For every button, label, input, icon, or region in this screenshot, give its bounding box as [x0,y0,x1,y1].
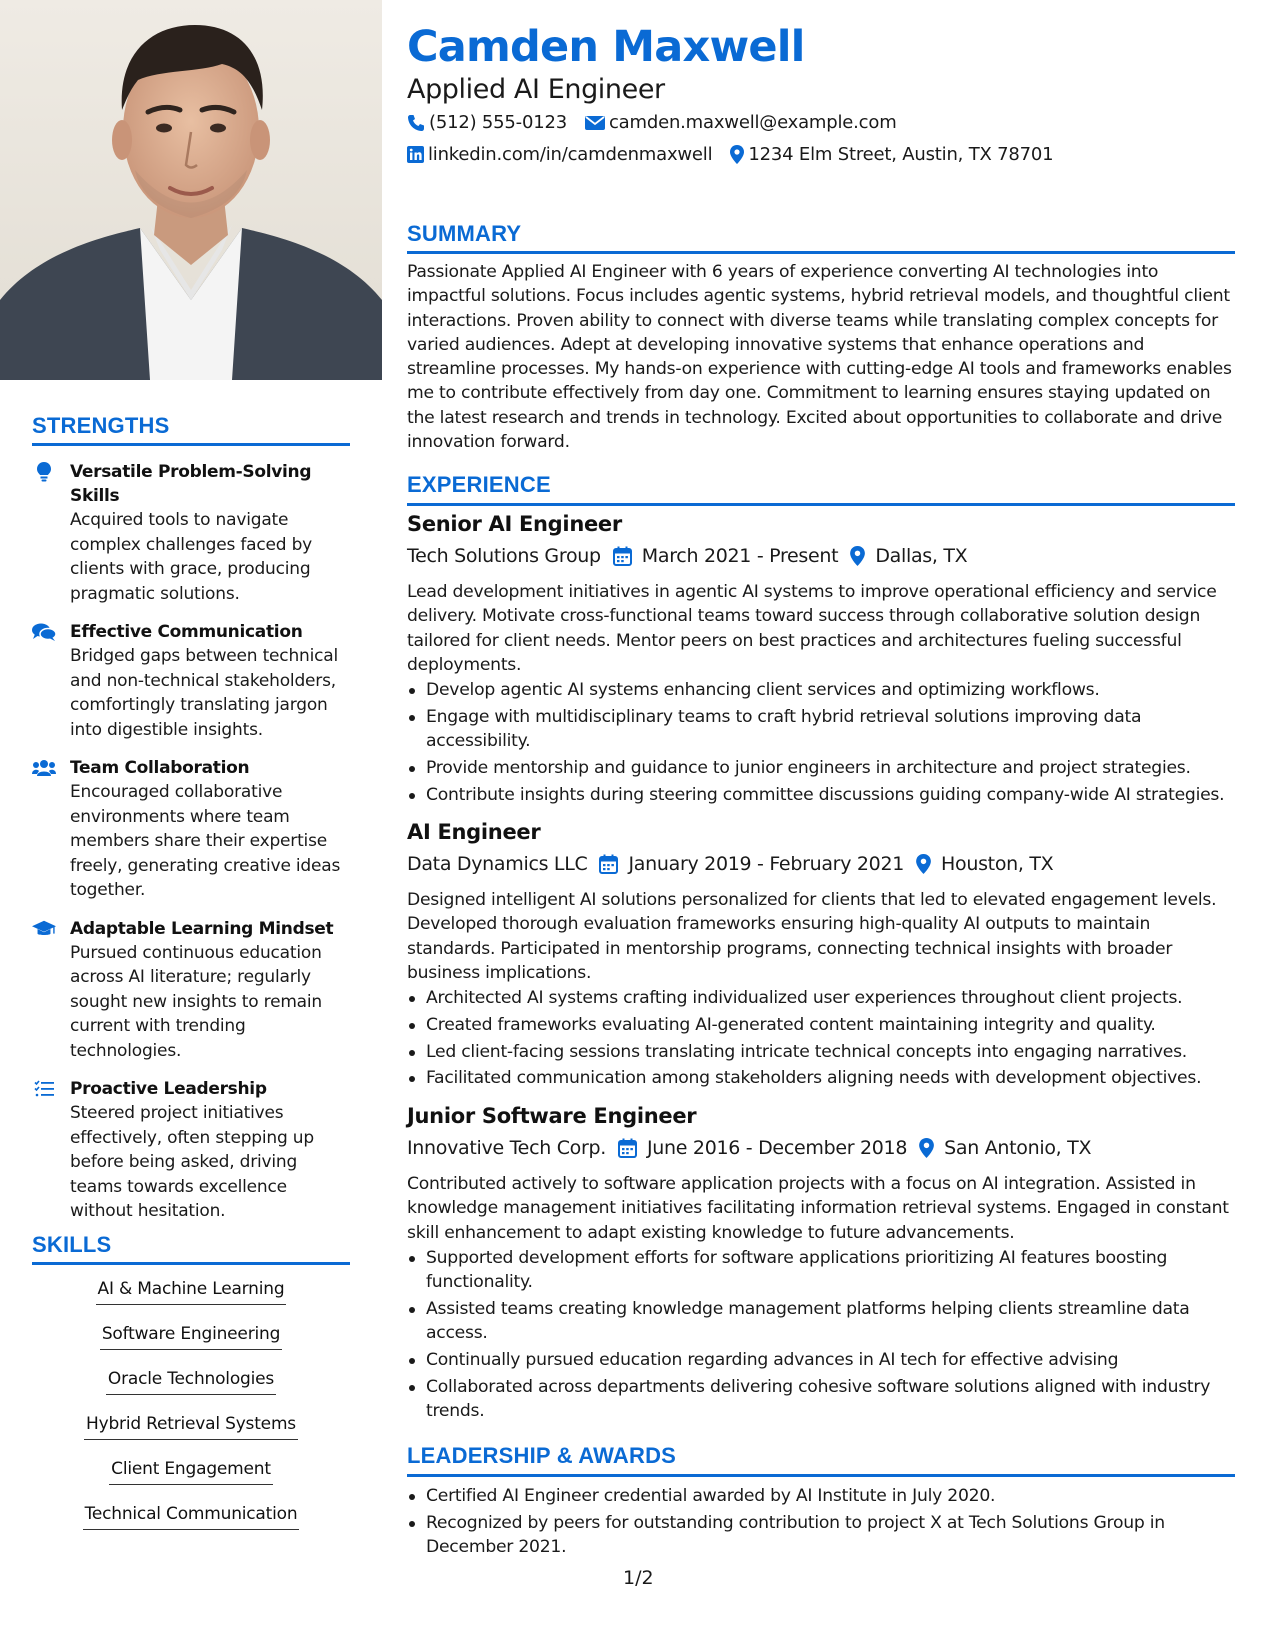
map-pin-icon [730,145,744,164]
job-dates [599,853,904,875]
strength-item [32,756,352,903]
envelope-icon [585,115,605,131]
map-pin-icon [850,546,865,566]
bullet-item: Created frameworks evaluating AI-generated content maintaining integrity and quality. [407,1013,1237,1037]
phone-icon [407,114,425,132]
dates-text: January 2019 - February 2021 [628,853,905,875]
job-location [850,545,967,567]
page-number: 1/2 [623,1567,654,1589]
phone-contact [407,112,567,133]
skills-heading: SKILLS [32,1232,112,1257]
award-item: Certified AI Engineer credential awarded by AI Institute in July 2020. [407,1484,1237,1508]
job-bullets [407,1246,1237,1426]
strength-text: Acquired tools to navigate complex challenges faced by clients with grace, producing pragmatic solutions. [70,510,313,604]
map-pin-icon [919,1138,934,1158]
company-name [407,545,601,567]
experience-divider [407,503,1235,506]
strength-item [32,917,352,1064]
dates-text: March 2021 - Present [641,545,839,567]
location-text: San Antonio, TX [944,1137,1092,1159]
company-text: Innovative Tech Corp. [407,1137,606,1159]
skills-list [32,1276,350,1546]
calendar-icon [618,1138,637,1158]
awards-divider [407,1474,1235,1477]
summary-divider [407,251,1235,254]
skill-tag: Software Engineering [100,1321,282,1350]
job-title: Senior AI Engineer [407,512,622,536]
email-link[interactable]: camden.maxwell@example.com [608,112,897,133]
bullet-item: Collaborated across departments delivering cohesive software solutions aligned with industry trends. [407,1375,1237,1424]
job-location [916,853,1053,875]
job-bullets [407,678,1237,809]
location-text: Houston, TX [941,853,1054,875]
job-meta [407,853,1065,875]
lightbulb-icon [32,462,56,482]
strength-text: Encouraged collaborative environments where team members share their expertise freely, generating creative ideas together. [70,782,341,900]
users-icon [32,758,56,778]
strength-title: Proactive Leadership [70,1079,267,1099]
experience-heading: EXPERIENCE [407,472,551,497]
skill-tag: Hybrid Retrieval Systems [84,1411,298,1440]
email-contact[interactable] [585,112,897,133]
strength-title: Team Collaboration [70,758,250,778]
job-meta [407,545,979,567]
linkedin-icon [407,146,424,163]
bullet-item: Develop agentic AI systems enhancing client services and optimizing workflows. [407,678,1237,702]
address-text: 1234 Elm Street, Austin, TX 78701 [748,144,1054,165]
address-contact [730,144,1053,165]
phone-text: (512) 555-0123 [429,112,567,133]
list-check-icon [32,1079,56,1099]
bullet-item: Architected AI systems crafting individualized user experiences throughout client projects. [407,986,1237,1010]
strength-text: Steered project initiatives effectively, often stepping up before being asked, driving teams towards excellence without hesitation. [70,1103,314,1221]
strengths-list [32,460,352,1238]
job-dates [613,545,839,567]
skill-tag: Technical Communication [83,1501,300,1530]
strength-item [32,460,352,606]
bullet-item: Contribute insights during steering committee discussions guiding company-wide AI strategies. [407,783,1237,807]
calendar-icon [613,546,632,566]
job-dates [618,1137,907,1159]
awards-heading: LEADERSHIP & AWARDS [407,1443,677,1468]
bullet-item: Engage with multidisciplinary teams to craft hybrid retrieval solutions improving data accessibility. [407,705,1237,754]
calendar-icon [599,854,618,874]
left-column [0,0,382,1650]
strength-title: Effective Communication [70,622,303,642]
company-text: Data Dynamics LLC [407,853,588,875]
dates-text: June 2016 - December 2018 [647,1137,908,1159]
bullet-item: Assisted teams creating knowledge management platforms helping clients streamline data access. [407,1297,1237,1346]
skill-tag: Oracle Technologies [106,1366,276,1395]
comments-icon [32,622,56,642]
location-text: Dallas, TX [875,545,968,567]
strength-item [32,1077,352,1224]
linkedin-contact[interactable] [407,144,712,165]
job-description: Contributed actively to software application projects with a focus on AI integration. Assisted in knowledge management initiatives facilitating information retrieval systems. Engaged in constant skill enhancement to adapt existing knowledge to future advancements. [407,1174,1229,1243]
skill-tag: AI & Machine Learning [96,1276,287,1305]
bullet-item: Continually pursued education regarding advances in AI tech for effective advising [407,1348,1237,1372]
strength-text: Bridged gaps between technical and non-technical stakeholders, comfortingly translating jargon into digestible insights. [70,646,339,740]
job-title: AI Engineer [407,820,541,844]
contact-row-2 [407,144,1071,165]
map-pin-icon [916,854,931,874]
strength-title: Adaptable Learning Mindset [70,918,334,939]
strengths-divider [32,443,350,446]
awards-list [407,1484,1237,1562]
company-text: Tech Solutions Group [407,545,601,567]
bullet-item: Provide mentorship and guidance to junior engineers in architecture and project strategies. [407,756,1237,780]
bullet-item: Supported development efforts for software applications prioritizing AI features boosting functionality. [407,1246,1237,1295]
bullet-item: Led client-facing sessions translating intricate technical concepts into engaging narratives. [407,1040,1237,1064]
job-location [919,1137,1091,1159]
job-description: Lead development initiatives in agentic AI systems to improve operational efficiency and service delivery. Motivate cross-functional teams toward success through collaborative solution design tailored for client needs. Mentor peers on best practices and architectures fueling successful deployments. [407,582,1217,675]
company-name [407,853,587,875]
linkedin-link[interactable]: linkedin.com/in/camdenmaxwell [428,144,713,165]
graduation-cap-icon [32,919,56,939]
skill-tag: Client Engagement [109,1456,273,1485]
company-name [407,1137,606,1159]
strength-title: Versatile Problem-Solving Skills [70,462,312,506]
skills-divider [32,1262,350,1265]
bullet-item: Facilitated communication among stakeholders aligning needs with development objectives. [407,1066,1237,1090]
job-meta [407,1137,1103,1159]
job-bullets [407,986,1237,1093]
strength-text: Pursued continuous education across AI literature; regularly sought new insights to remain current with trending technologies. [70,942,322,1061]
summary-text: Passionate Applied AI Engineer with 6 years of experience converting AI technologies into impactful solutions. Focus includes agentic systems, hybrid retrieval models, and thoughtful client interactions. Proven ability to connect with diverse teams while translating complex concepts for varied audiences. Adept at developing innovative systems that enhance operations and streamline processes. My hands-on experience with cutting-edge AI tools and frameworks enables me to contribute effectively from day one. Commitment to learning ensures staying updated on the latest research and trends in technology. Excited about opportunities to collaborate and drive innovation forward. [407,262,1232,453]
strengths-heading: STRENGTHS [32,413,170,438]
job-title: Junior Software Engineer [407,1104,697,1128]
candidate-role: Applied AI Engineer [407,74,665,105]
summary-heading: SUMMARY [407,221,522,246]
profile-photo [0,0,382,380]
portrait-image [0,0,382,380]
strength-item [32,620,352,742]
job-description: Designed intelligent AI solutions personalized for clients that led to elevated engagement levels. Developed thorough evaluation frameworks ensuring high-quality AI outputs to maintain standards. Participated in mentorship programs, connecting technical insights with broader business implications. [407,890,1217,983]
award-item: Recognized by peers for outstanding contribution to project X at Tech Solutions Group in December 2021. [407,1511,1237,1560]
candidate-name: Camden Maxwell [407,22,805,72]
contact-row-1 [407,112,915,133]
